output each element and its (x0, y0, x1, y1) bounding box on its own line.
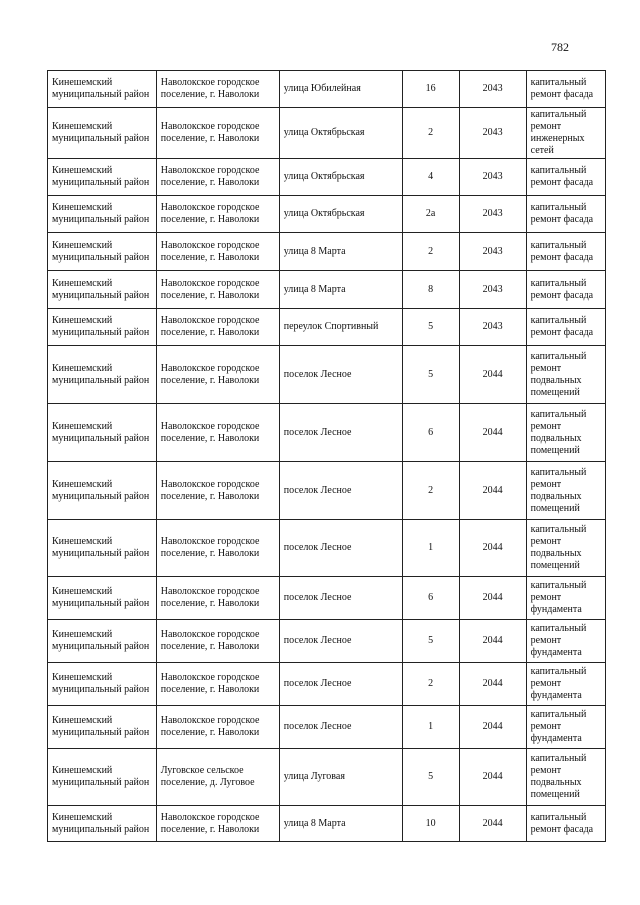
year-cell: 2043 (459, 309, 526, 346)
repair-schedule-table (47, 70, 606, 842)
settlement-cell: Наволокское городское поселение, г. Наволоки (156, 159, 279, 196)
page-number: 782 (551, 40, 569, 54)
settlement-cell: Наволокское городское поселение, г. Наволоки (156, 520, 279, 577)
street-cell: поселок Лесное (279, 346, 402, 404)
table-row (48, 71, 606, 108)
district-cell: Кинешемский муниципальный район (48, 520, 157, 577)
settlement-cell: Наволокское городское поселение, г. Наволоки (156, 309, 279, 346)
district-cell: Кинешемский муниципальный район (48, 462, 157, 520)
year-cell: 2044 (459, 462, 526, 520)
street-cell: поселок Лесное (279, 663, 402, 706)
street-cell: улица 8 Марта (279, 271, 402, 309)
work-type-cell: капитальный ремонт фундамента (526, 706, 605, 749)
settlement-cell: Наволокское городское поселение, г. Наволоки (156, 462, 279, 520)
house-number-cell: 6 (402, 577, 459, 620)
district-cell: Кинешемский муниципальный район (48, 159, 157, 196)
house-number-cell: 5 (402, 620, 459, 663)
table-row (48, 271, 606, 309)
settlement-cell: Наволокское городское поселение, г. Наволоки (156, 271, 279, 309)
work-type-cell: капитальный ремонт подвальных помещений (526, 404, 605, 462)
house-number-cell: 1 (402, 520, 459, 577)
year-cell: 2044 (459, 806, 526, 842)
street-cell: поселок Лесное (279, 520, 402, 577)
table-row (48, 620, 606, 663)
table-row (48, 309, 606, 346)
work-type-cell: капитальный ремонт подвальных помещений (526, 346, 605, 404)
work-type-cell: капитальный ремонт подвальных помещений (526, 749, 605, 806)
district-cell: Кинешемский муниципальный район (48, 663, 157, 706)
district-cell: Кинешемский муниципальный район (48, 577, 157, 620)
street-cell: улица Октябрьская (279, 159, 402, 196)
year-cell: 2043 (459, 196, 526, 233)
settlement-cell: Наволокское городское поселение, г. Наволоки (156, 71, 279, 108)
year-cell: 2043 (459, 233, 526, 271)
house-number-cell: 16 (402, 71, 459, 108)
table-row (48, 346, 606, 404)
table-row (48, 663, 606, 706)
work-type-cell: капитальный ремонт подвальных помещений (526, 520, 605, 577)
table-row (48, 520, 606, 577)
house-number-cell: 5 (402, 749, 459, 806)
house-number-cell: 2 (402, 233, 459, 271)
year-cell: 2044 (459, 663, 526, 706)
settlement-cell: Наволокское городское поселение, г. Наволоки (156, 404, 279, 462)
settlement-cell: Наволокское городское поселение, г. Наволоки (156, 577, 279, 620)
street-cell: улица Октябрьская (279, 196, 402, 233)
settlement-cell: Наволокское городское поселение, г. Наволоки (156, 806, 279, 842)
house-number-cell: 5 (402, 346, 459, 404)
district-cell: Кинешемский муниципальный район (48, 108, 157, 159)
year-cell: 2044 (459, 404, 526, 462)
house-number-cell: 6 (402, 404, 459, 462)
year-cell: 2043 (459, 71, 526, 108)
work-type-cell: капитальный ремонт фундамента (526, 663, 605, 706)
district-cell: Кинешемский муниципальный район (48, 309, 157, 346)
year-cell: 2044 (459, 749, 526, 806)
settlement-cell: Наволокское городское поселение, г. Наволоки (156, 663, 279, 706)
settlement-cell: Наволокское городское поселение, г. Наволоки (156, 346, 279, 404)
work-type-cell: капитальный ремонт фундамента (526, 620, 605, 663)
table-row (48, 404, 606, 462)
table-row (48, 108, 606, 159)
street-cell: поселок Лесное (279, 577, 402, 620)
table-row (48, 159, 606, 196)
year-cell: 2043 (459, 159, 526, 196)
table-row (48, 577, 606, 620)
work-type-cell: капитальный ремонт подвальных помещений (526, 462, 605, 520)
work-type-cell: капитальный ремонт фасада (526, 309, 605, 346)
district-cell: Кинешемский муниципальный район (48, 749, 157, 806)
house-number-cell: 4 (402, 159, 459, 196)
work-type-cell: капитальный ремонт фасада (526, 71, 605, 108)
street-cell: поселок Лесное (279, 462, 402, 520)
street-cell: улица 8 Марта (279, 806, 402, 842)
work-type-cell: капитальный ремонт фасада (526, 196, 605, 233)
table-row (48, 462, 606, 520)
work-type-cell: капитальный ремонт фасада (526, 233, 605, 271)
work-type-cell: капитальный ремонт фасада (526, 806, 605, 842)
street-cell: улица Юбилейная (279, 71, 402, 108)
street-cell: улица Октябрьская (279, 108, 402, 159)
work-type-cell: капитальный ремонт фасада (526, 159, 605, 196)
year-cell: 2043 (459, 108, 526, 159)
district-cell: Кинешемский муниципальный район (48, 806, 157, 842)
street-cell: улица 8 Марта (279, 233, 402, 271)
house-number-cell: 8 (402, 271, 459, 309)
street-cell: поселок Лесное (279, 706, 402, 749)
house-number-cell: 5 (402, 309, 459, 346)
year-cell: 2043 (459, 271, 526, 309)
year-cell: 2044 (459, 620, 526, 663)
settlement-cell: Наволокское городское поселение, г. Наволоки (156, 233, 279, 271)
year-cell: 2044 (459, 520, 526, 577)
district-cell: Кинешемский муниципальный район (48, 196, 157, 233)
table-row (48, 749, 606, 806)
house-number-cell: 2а (402, 196, 459, 233)
street-cell: поселок Лесное (279, 404, 402, 462)
settlement-cell: Луговское сельское поселение, д. Луговое (156, 749, 279, 806)
district-cell: Кинешемский муниципальный район (48, 620, 157, 663)
district-cell: Кинешемский муниципальный район (48, 404, 157, 462)
work-type-cell: капитальный ремонт фасада (526, 271, 605, 309)
settlement-cell: Наволокское городское поселение, г. Наволоки (156, 108, 279, 159)
year-cell: 2044 (459, 577, 526, 620)
street-cell: поселок Лесное (279, 620, 402, 663)
table-row (48, 233, 606, 271)
table-row (48, 196, 606, 233)
house-number-cell: 2 (402, 108, 459, 159)
district-cell: Кинешемский муниципальный район (48, 71, 157, 108)
work-type-cell: капитальный ремонт инженерных сетей (526, 108, 605, 159)
work-type-cell: капитальный ремонт фундамента (526, 577, 605, 620)
house-number-cell: 2 (402, 462, 459, 520)
settlement-cell: Наволокское городское поселение, г. Наволоки (156, 620, 279, 663)
district-cell: Кинешемский муниципальный район (48, 271, 157, 309)
settlement-cell: Наволокское городское поселение, г. Наволоки (156, 706, 279, 749)
district-cell: Кинешемский муниципальный район (48, 706, 157, 749)
house-number-cell: 1 (402, 706, 459, 749)
table-body (48, 71, 606, 842)
settlement-cell: Наволокское городское поселение, г. Наволоки (156, 196, 279, 233)
table-row (48, 806, 606, 842)
street-cell: улица Луговая (279, 749, 402, 806)
table-row (48, 706, 606, 749)
year-cell: 2044 (459, 346, 526, 404)
street-cell: переулок Спортивный (279, 309, 402, 346)
house-number-cell: 2 (402, 663, 459, 706)
district-cell: Кинешемский муниципальный район (48, 346, 157, 404)
year-cell: 2044 (459, 706, 526, 749)
district-cell: Кинешемский муниципальный район (48, 233, 157, 271)
house-number-cell: 10 (402, 806, 459, 842)
